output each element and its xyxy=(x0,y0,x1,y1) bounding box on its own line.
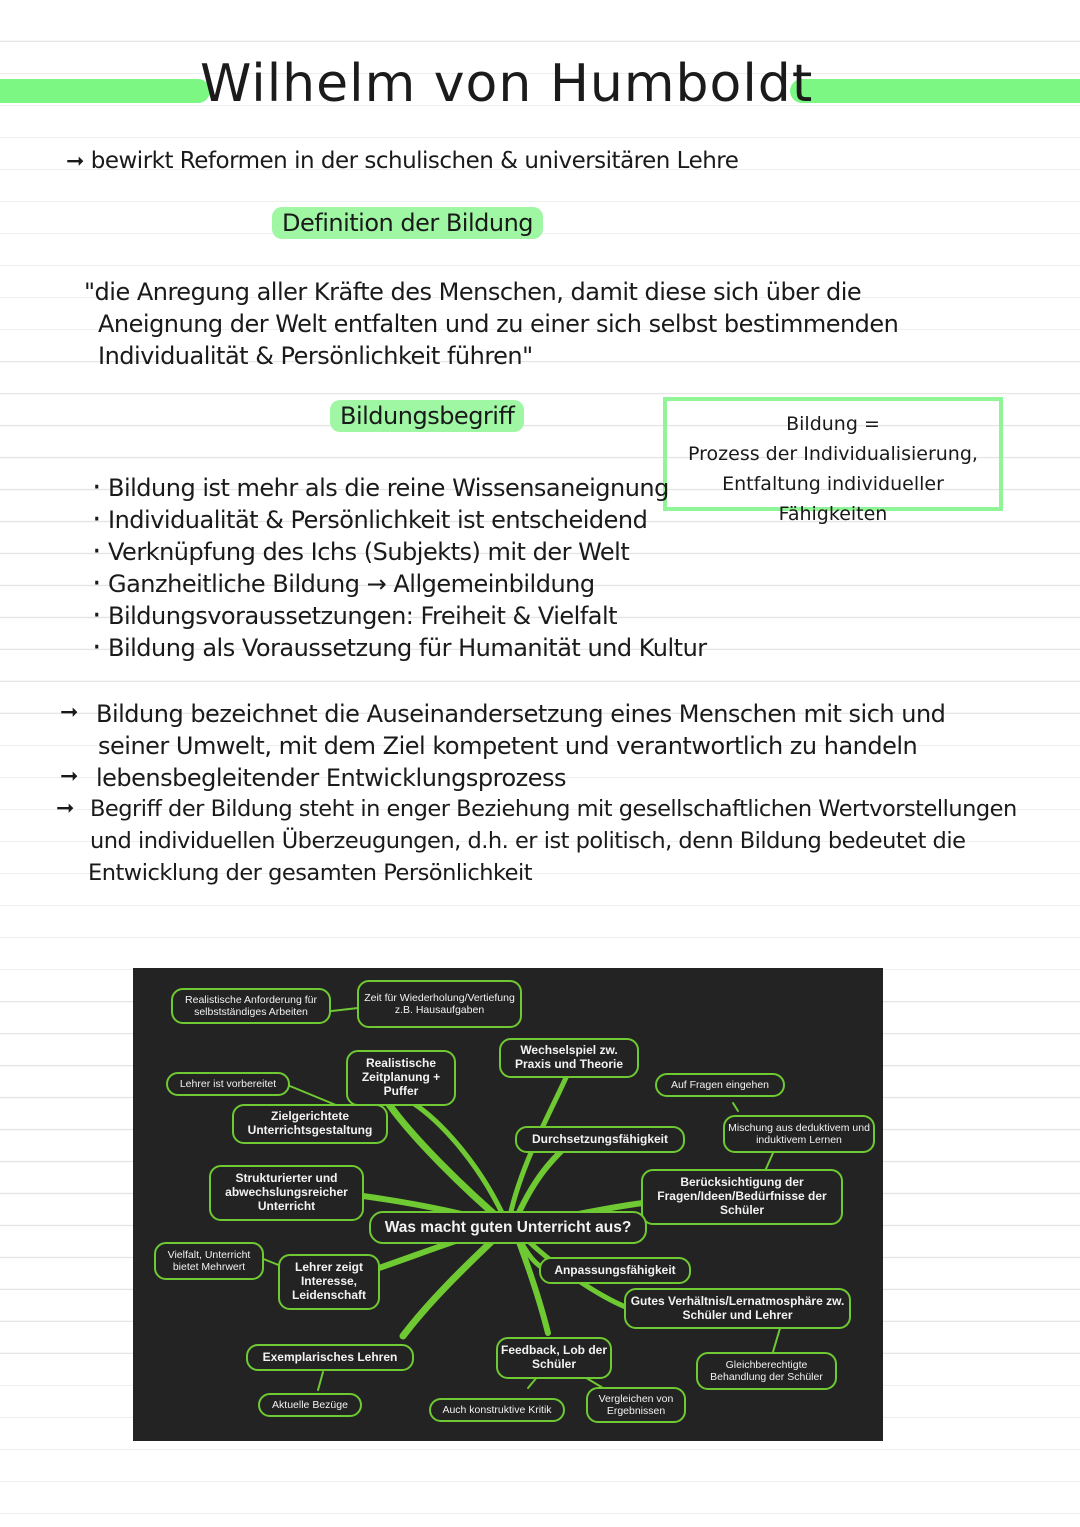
arrow-icon: ➞ xyxy=(66,149,84,174)
node-strukturierter: Strukturierter und abwechslungsreicher Unterricht xyxy=(209,1165,364,1221)
definition-line-3: Individualität & Persönlichkeit führen" xyxy=(98,342,533,370)
node-realistische-zeitplanung: Realistische Zeitplanung + Puffer xyxy=(346,1050,456,1106)
concept-bullet: · Bildung als Voraussetzung für Humanität und Kultur xyxy=(108,634,707,662)
definition-heading-text: Definition der Bildung xyxy=(272,207,543,239)
intro-line xyxy=(66,148,738,174)
node-wechselspiel: Wechselspiel zw. Praxis und Theorie xyxy=(499,1038,639,1078)
definition-box xyxy=(663,397,1003,525)
definition-heading xyxy=(272,209,543,237)
concept-bullet: · Ganzheitliche Bildung → Allgemeinbildung xyxy=(108,570,595,598)
node-zeit-wiederholung: Zeit für Wiederholung/Vertiefung z.B. Hausaufgaben xyxy=(357,980,522,1028)
node-lehrer-interesse: Lehrer zeigt Interesse, Leidenschaft xyxy=(278,1254,380,1310)
concept-bullet: · Bildung ist mehr als die reine Wissensaneignung xyxy=(108,474,669,502)
definition-line-1: "die Anregung aller Kräfte des Menschen, damit diese sich über die xyxy=(84,278,862,306)
conclusion-3-line-1: Begriff der Bildung steht in enger Beziehung mit gesellschaftlichen Wertvorstellungen xyxy=(90,796,1017,822)
node-auf-fragen: Auf Fragen eingehen xyxy=(655,1073,785,1097)
link-fragen xyxy=(733,1103,738,1111)
link-aktuell xyxy=(318,1372,323,1390)
node-verhaeltnis: Gutes Verhältnis/Lernatmosphäre zw. Schüler und Lehrer xyxy=(624,1288,851,1329)
node-beruecksichtigung: Berücksichtigung der Fragen/Ideen/Bedürfnisse der Schüler xyxy=(641,1169,843,1225)
arrow-icon: ➞ xyxy=(60,700,78,725)
page-title: Wilhelm von Humboldt xyxy=(200,54,814,114)
conclusion-2-line-1: lebensbegleitender Entwicklungsprozess xyxy=(96,764,566,792)
node-exemplarisches: Exemplarisches Lehren xyxy=(246,1344,414,1371)
arrow-icon: ➞ xyxy=(56,796,74,821)
intro-text: bewirkt Reformen in der schulischen & universitären Lehre xyxy=(90,148,739,174)
concept-bullet: · Individualität & Persönlichkeit ist entscheidend xyxy=(108,506,647,534)
node-kritik: Auch konstruktive Kritik xyxy=(429,1398,565,1422)
node-center: Was macht guten Unterricht aus? xyxy=(369,1211,647,1244)
concept-bullet: · Bildungsvoraussetzungen: Freiheit & Vielfalt xyxy=(108,602,617,630)
node-anpassung: Anpassungsfähigkeit xyxy=(539,1257,691,1284)
concept-heading-text: Bildungsbegriff xyxy=(330,400,524,432)
box-line-3: Entfaltung individueller Fähigkeiten xyxy=(722,473,944,525)
box-line-2: Prozess der Individualisierung, xyxy=(688,443,978,465)
mindmap xyxy=(133,968,883,1441)
conclusion-3-line-2: und individuellen Überzeugungen, d.h. er ist politisch, denn Bildung bedeutet die xyxy=(90,828,966,854)
node-aktuelle: Aktuelle Bezüge xyxy=(258,1393,362,1417)
title-highlight-right xyxy=(790,79,1080,103)
node-lehrer-vorbereitet: Lehrer ist vorbereitet xyxy=(166,1072,290,1096)
conclusion-1-line-1: Bildung bezeichnet die Auseinandersetzung eines Menschen mit sich und xyxy=(96,700,946,728)
node-durchsetzung: Durchsetzungsfähigkeit xyxy=(515,1126,685,1153)
arrow-icon: ➞ xyxy=(60,764,78,789)
node-mischung: Mischung aus deduktivem und induktivem Lernen xyxy=(723,1115,875,1153)
concept-heading xyxy=(330,402,524,430)
concept-bullet: · Verknüpfung des Ichs (Subjekts) mit der Welt xyxy=(108,538,629,566)
node-gleichberechtigte: Gleichberechtigte Behandlung der Schüler xyxy=(696,1352,837,1390)
node-zielgerichtete: Zielgerichtete Unterrichtsgestaltung xyxy=(232,1104,388,1144)
conclusion-3-line-3: Entwicklung der gesamten Persönlichkeit xyxy=(88,860,533,886)
title-highlight-left xyxy=(0,79,210,103)
box-line-1: Bildung = xyxy=(786,413,880,435)
node-vergleichen: Vergleichen von Ergebnissen xyxy=(586,1387,686,1423)
conclusion-1-line-2: seiner Umwelt, mit dem Ziel kompetent und verantwortlich zu handeln xyxy=(98,732,918,760)
node-vielfalt: Vielfalt, Unterricht bietet Mehrwert xyxy=(154,1242,264,1280)
branch-zielgerichtete xyxy=(388,1103,508,1226)
node-feedback: Feedback, Lob der Schüler xyxy=(496,1337,612,1379)
definition-line-2: Aneignung der Welt entfalten und zu einer sich selbst bestimmenden xyxy=(98,310,899,338)
node-realistische-anforderung: Realistische Anforderung für selbstständiges Arbeiten xyxy=(171,988,331,1024)
